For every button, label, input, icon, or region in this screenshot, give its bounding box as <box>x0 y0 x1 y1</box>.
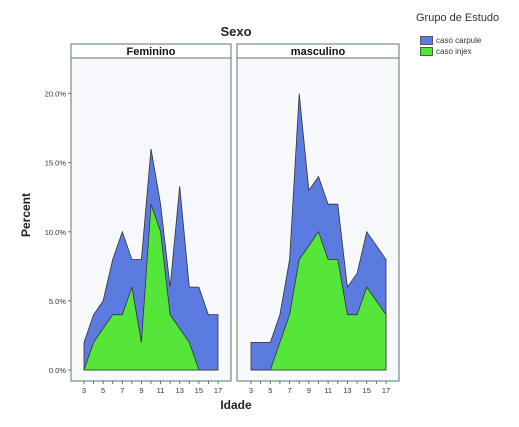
legend-item-injex <box>420 47 472 56</box>
legend-swatch-carpule <box>420 36 433 45</box>
legend-item-carpule <box>420 36 481 45</box>
x-tick-label: 13 <box>175 386 184 395</box>
x-tick-label: 15 <box>194 386 204 395</box>
x-tick-label: 3 <box>248 386 254 395</box>
x-axis-label: Idade <box>220 398 252 412</box>
legend-title: Grupo de Estudo <box>416 12 500 24</box>
panel-label-masculino: masculino <box>290 46 346 58</box>
x-tick-label: 11 <box>156 386 165 395</box>
y-tick-label: 15.0% <box>44 158 66 168</box>
x-tick-label: 9 <box>139 386 144 395</box>
x-tick-label: 7 <box>287 386 292 395</box>
panel-label-feminino: Feminino <box>126 46 176 58</box>
legend-swatch-injex <box>420 47 433 56</box>
x-tick-label: 11 <box>324 386 333 395</box>
y-tick-label: 10.0% <box>44 227 66 237</box>
x-tick-label: 7 <box>120 386 125 395</box>
legend-label-injex: caso injex <box>436 47 472 56</box>
y-axis-label: Percent <box>19 192 33 238</box>
x-tick-label: 9 <box>306 386 311 395</box>
x-tick-label: 17 <box>213 386 223 395</box>
x-tick-label: 15 <box>362 386 371 395</box>
x-tick-label: 13 <box>343 386 352 395</box>
x-tick-label: 5 <box>268 386 273 395</box>
legend-label-carpule: caso carpule <box>436 36 482 45</box>
x-tick-label: 3 <box>81 386 87 395</box>
chart-title: Sexo <box>220 24 252 39</box>
y-tick-label: 0.0% <box>48 366 66 375</box>
x-tick-label: 5 <box>101 386 106 395</box>
x-tick-label: 17 <box>381 386 391 395</box>
y-tick-label: 20.0% <box>44 89 66 99</box>
y-tick-label: 5.0% <box>48 296 66 306</box>
